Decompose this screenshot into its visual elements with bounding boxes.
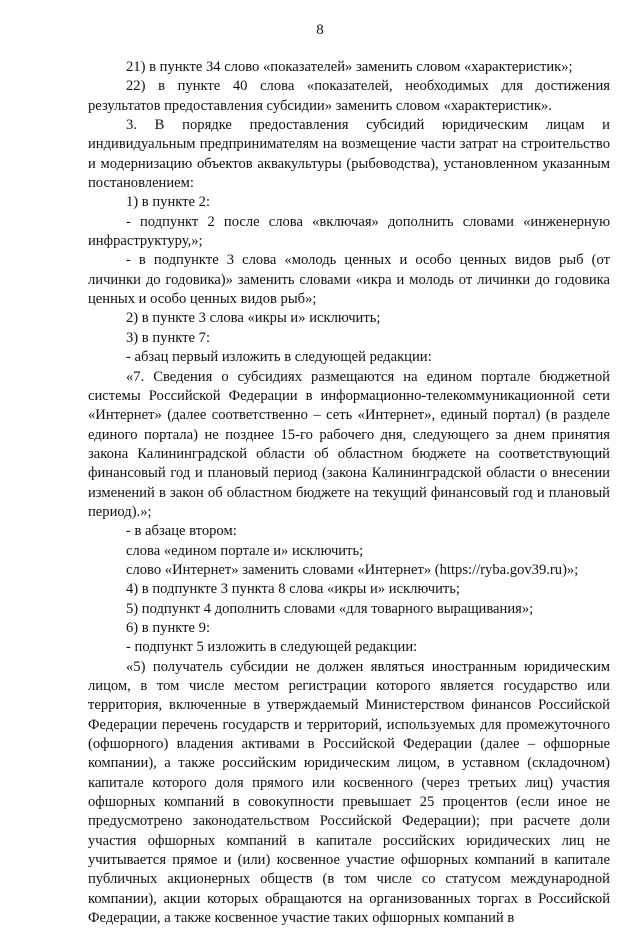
paragraph-item-5: 5) подпункт 4 дополнить словами «для товарного выращивания»; [126, 600, 534, 617]
paragraph-subitem-5-edit: - подпункт 5 изложить в следующей редакции: [126, 639, 418, 656]
paragraph-item-22: 22) в пункте 40 слова «показателей, необходимых для достижения результатов предоставления субсидии» заменить словом «характеристик». [88, 78, 610, 114]
paragraph-item-21: 21) в пункте 34 слово «показателей» заменить словом «характеристик»; [126, 59, 573, 75]
paragraph-internet-replace: слово «Интернет» заменить словами «Интернет» (https://ryba.gov39.ru)»; [126, 561, 579, 578]
paragraph-second-para: - в абзаце втором: [126, 523, 237, 540]
paragraph-words-exclude: слова «едином портале и» исключить; [126, 542, 364, 559]
document-body [88, 58, 610, 928]
paragraph-first-para-edit: - абзац первый изложить в следующей редакции: [126, 349, 432, 366]
page-number: 8 [316, 22, 324, 38]
paragraph-item-6: 6) в пункте 9: [126, 619, 211, 636]
paragraph-quote-5: «5) получатель субсидии не должен являться иностранным юридическим лицом, в том числе местом регистрации которого является государство или территория, включенные в утверждаемый Министерством финансов Российской Федерации перечень государств и территорий, используемых для промежуточного (офшорного) владения активами в Российской Федерации (далее – офшорные компании), а также российским юридическим лицом, в уставном (складочном) капитале которого доля прямого или косвенного (через третьих лиц) участия офшорных компаний в совокупности превышает 25 процентов (если иное не предусмотрено законодательством Российской Федерации); при расчете доли участия офшорных компаний в капитале российских юридических лиц не учитывается прямое и (или) косвенное участие офшорных компаний в капитале публичных акционерных обществ (в том числе со статусом международной компании), акции которых обращаются на организованных торгах в Российской Федерации, а также косвенное участие таких офшорных компаний в [88, 658, 610, 927]
paragraph-item-1: 1) в пункте 2: [126, 194, 211, 211]
paragraph-subitem-3: - в подпункте 3 слова «молодь ценных и особо ценных видов рыб (от личинки до годовика)» заменить словами «икра и молодь от личинки до годовика ценных и особо ценных видов рыб»; [88, 252, 610, 308]
paragraph-item-2: 2) в пункте 3 слова «икры и» исключить; [126, 310, 381, 327]
paragraph-section-3: 3. В порядке предоставления субсидий юридическим лицам и индивидуальным предпринимателям на возмещение части затрат на строительство и модернизацию объектов аквакультуры (рыбоводства), установленном указанным постановлением: [88, 117, 610, 192]
paragraph-item-4: 4) в подпункте 3 пункта 8 слова «икры и» исключить; [126, 581, 460, 598]
paragraph-subitem-2: - подпункт 2 после слова «включая» дополнить словами «инженерную инфраструктуру,»; [88, 213, 610, 250]
paragraph-item-3: 3) в пункте 7: [126, 329, 211, 346]
paragraph-quote-7: «7. Сведения о субсидиях размещаются на едином портале бюджетной системы Российской Федерации в информационно-телекоммуникационной сети «Интернет» (далее соответственно – сеть «Интернет», единый портал) (в разделе единого портала) не позднее 15-го рабочего дня, следующего за днем принятия закона Калининградской области об областном бюджете на соответствующий финансовый год и плановый период (закона Калининградской области о внесении изменений в закон об областном бюджете на текущий финансовый год и плановый период).»; [88, 368, 610, 520]
